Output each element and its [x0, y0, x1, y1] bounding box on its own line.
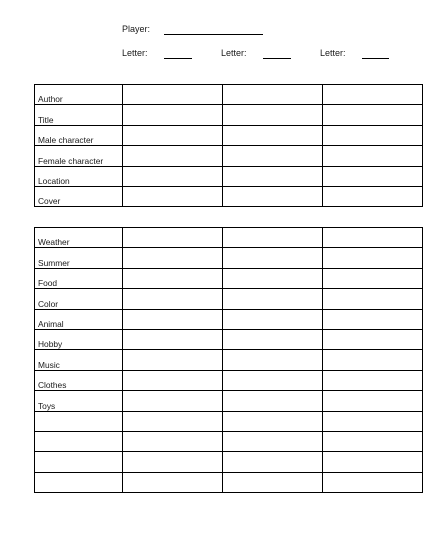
answer-cell[interactable]	[123, 452, 223, 472]
answer-cell[interactable]	[223, 452, 323, 472]
answer-cell[interactable]	[123, 350, 223, 370]
answer-cell[interactable]	[123, 248, 223, 268]
table-row	[35, 85, 423, 105]
table-row	[35, 452, 423, 472]
answer-cell[interactable]	[323, 370, 423, 390]
table-row	[35, 248, 423, 268]
category-label: Location	[35, 166, 123, 186]
answer-cell[interactable]	[223, 105, 323, 125]
category-label: Female character	[35, 146, 123, 166]
table-row	[35, 309, 423, 329]
answer-cell[interactable]	[123, 289, 223, 309]
table-row	[35, 146, 423, 166]
answer-cell[interactable]	[223, 166, 323, 186]
table-row	[35, 125, 423, 145]
answer-cell[interactable]	[323, 472, 423, 492]
table-row	[35, 329, 423, 349]
answer-cell[interactable]	[323, 248, 423, 268]
category-label: Cover	[35, 186, 123, 206]
answer-cell[interactable]	[223, 391, 323, 411]
answer-cell[interactable]	[223, 431, 323, 451]
answer-cell[interactable]	[223, 309, 323, 329]
answer-cell[interactable]	[323, 85, 423, 105]
category-label	[35, 431, 123, 451]
category-label: Food	[35, 268, 123, 288]
answer-cell[interactable]	[123, 268, 223, 288]
answer-cell[interactable]	[223, 146, 323, 166]
answer-cell[interactable]	[123, 391, 223, 411]
answer-cell[interactable]	[223, 228, 323, 248]
answer-cell[interactable]	[323, 411, 423, 431]
category-label	[35, 472, 123, 492]
letter-label-2: Letter:	[221, 48, 247, 58]
answer-cell[interactable]	[223, 85, 323, 105]
answer-cell[interactable]	[323, 329, 423, 349]
answer-cell[interactable]	[123, 431, 223, 451]
answer-cell[interactable]	[223, 329, 323, 349]
answer-cell[interactable]	[323, 268, 423, 288]
answer-cell[interactable]	[323, 431, 423, 451]
category-label: Color	[35, 289, 123, 309]
table-row	[35, 391, 423, 411]
answer-cell[interactable]	[323, 228, 423, 248]
category-label: Male character	[35, 125, 123, 145]
letter-label-3: Letter:	[320, 48, 346, 58]
table-row	[35, 289, 423, 309]
table-row	[35, 186, 423, 206]
letter-line-2[interactable]	[263, 58, 291, 59]
category-label	[35, 411, 123, 431]
answer-cell[interactable]	[223, 289, 323, 309]
category-table-2	[34, 227, 423, 493]
player-name-line[interactable]	[164, 34, 263, 35]
category-label: Music	[35, 350, 123, 370]
answer-cell[interactable]	[323, 452, 423, 472]
answer-cell[interactable]	[123, 125, 223, 145]
table-row	[35, 431, 423, 451]
answer-cell[interactable]	[123, 85, 223, 105]
player-label: Player:	[122, 24, 151, 34]
category-label: Clothes	[35, 370, 123, 390]
table-row	[35, 411, 423, 431]
answer-cell[interactable]	[323, 125, 423, 145]
letter-line-1[interactable]	[164, 58, 192, 59]
letter-line-3[interactable]	[362, 58, 389, 59]
answer-cell[interactable]	[323, 146, 423, 166]
answer-cell[interactable]	[323, 309, 423, 329]
answer-cell[interactable]	[123, 472, 223, 492]
answer-cell[interactable]	[123, 146, 223, 166]
answer-cell[interactable]	[123, 370, 223, 390]
table-row	[35, 370, 423, 390]
answer-cell[interactable]	[123, 105, 223, 125]
answer-cell[interactable]	[123, 309, 223, 329]
category-label: Animal	[35, 309, 123, 329]
category-label: Toys	[35, 391, 123, 411]
answer-cell[interactable]	[123, 411, 223, 431]
category-label	[35, 452, 123, 472]
answer-cell[interactable]	[223, 472, 323, 492]
table-row	[35, 105, 423, 125]
answer-cell[interactable]	[223, 411, 323, 431]
category-label: Author	[35, 85, 123, 105]
answer-cell[interactable]	[123, 228, 223, 248]
answer-cell[interactable]	[223, 248, 323, 268]
answer-cell[interactable]	[323, 186, 423, 206]
answer-cell[interactable]	[323, 391, 423, 411]
category-label: Title	[35, 105, 123, 125]
answer-cell[interactable]	[223, 370, 323, 390]
letter-label-1: Letter:	[122, 48, 148, 58]
answer-cell[interactable]	[323, 289, 423, 309]
answer-cell[interactable]	[223, 125, 323, 145]
category-label: Hobby	[35, 329, 123, 349]
answer-cell[interactable]	[123, 186, 223, 206]
table-row	[35, 268, 423, 288]
category-table-1	[34, 84, 423, 207]
table-row	[35, 350, 423, 370]
table-row	[35, 472, 423, 492]
table-row	[35, 166, 423, 186]
answer-cell[interactable]	[223, 350, 323, 370]
answer-cell[interactable]	[223, 268, 323, 288]
answer-cell[interactable]	[323, 105, 423, 125]
answer-cell[interactable]	[323, 166, 423, 186]
answer-cell[interactable]	[123, 329, 223, 349]
answer-cell[interactable]	[223, 186, 323, 206]
table-row	[35, 228, 423, 248]
category-label: Weather	[35, 228, 123, 248]
category-label: Summer	[35, 248, 123, 268]
answer-cell[interactable]	[123, 166, 223, 186]
answer-cell[interactable]	[323, 350, 423, 370]
